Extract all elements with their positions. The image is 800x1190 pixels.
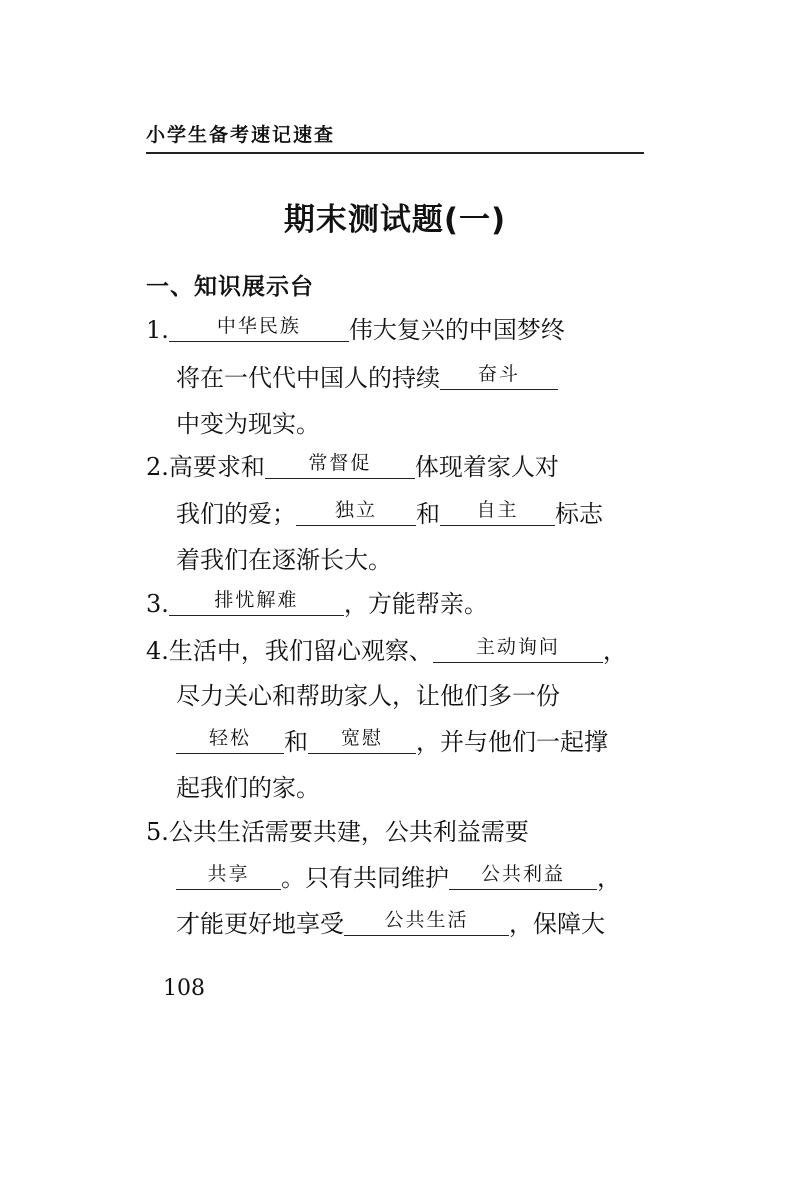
question-number: 1. [146, 316, 169, 344]
question-5-line-1 [146, 808, 646, 856]
question-text: 将在一代代中国人的持续 [176, 364, 440, 392]
question-text: ，并与他们一起撑 [416, 728, 608, 756]
question-text: 着我们在逐渐长大。 [176, 546, 392, 574]
question-number: 5. [146, 818, 169, 846]
answer-blank: 轻松 [176, 721, 284, 754]
question-2-line-3 [176, 536, 676, 584]
answer-blank: 公共生活 [344, 903, 509, 936]
page-number: 108 [163, 976, 205, 1001]
question-text: ， [597, 864, 621, 892]
answer-blank: 自主 [440, 493, 555, 526]
question-text: 生活中，我们留心观察、 [168, 637, 433, 665]
question-4-line-3 [176, 718, 676, 766]
answer-blank: 主动询问 [433, 630, 603, 663]
question-1-line-3 [176, 400, 676, 448]
question-text: 。只有共同维护 [281, 864, 449, 892]
question-text: 体现着家人对 [414, 453, 559, 481]
question-text: 伟大复兴的中国梦终 [348, 316, 565, 344]
question-text: ，方能帮亲。 [343, 590, 488, 618]
question-text: 高要求和 [168, 453, 265, 481]
answer-blank: 宽慰 [308, 721, 416, 754]
question-text: ， [602, 637, 627, 665]
answer-blank: 公共利益 [449, 857, 597, 890]
answer-blank: 排忧解难 [169, 583, 344, 616]
answer-blank: 奋斗 [440, 357, 558, 390]
answer-blank: 中华民族 [169, 309, 349, 342]
header-rule [146, 152, 644, 154]
question-4-line-4 [176, 764, 676, 812]
question-5-line-3 [176, 900, 676, 948]
question-text: 才能更好地享受 [176, 910, 344, 938]
question-1-line-1 [146, 306, 646, 354]
question-number: 4. [146, 637, 169, 665]
question-2-line-2 [176, 490, 676, 538]
question-text: 标志 [555, 500, 603, 528]
question-text: ，保障大 [509, 910, 605, 938]
question-text: 和 [284, 728, 308, 756]
question-text: 起我们的家。 [176, 774, 320, 802]
question-text: 尽力关心和帮助家人，让他们多一份 [176, 682, 560, 710]
question-4-line-2 [176, 672, 676, 720]
question-1-line-2 [176, 354, 676, 402]
answer-blank: 常督促 [265, 446, 415, 479]
answer-blank: 共享 [176, 857, 281, 890]
page-title: 期末测试题(一) [283, 202, 507, 238]
running-header: 小学生备考速记速查 [146, 124, 336, 146]
question-5-line-2 [176, 854, 676, 902]
question-text: 公共生活需要共建，公共利益需要 [168, 818, 529, 846]
section-heading: 一、知识展示台 [146, 274, 314, 300]
question-text: 我们的爱； [176, 500, 296, 528]
question-2-line-1 [146, 443, 646, 491]
question-number: 2. [146, 453, 169, 481]
question-text: 和 [416, 500, 440, 528]
answer-blank: 独立 [296, 493, 416, 526]
question-number: 3. [146, 590, 169, 618]
question-text: 中变为现实。 [176, 410, 320, 438]
question-4-line-1 [146, 627, 646, 675]
question-3-line-1 [146, 580, 646, 628]
